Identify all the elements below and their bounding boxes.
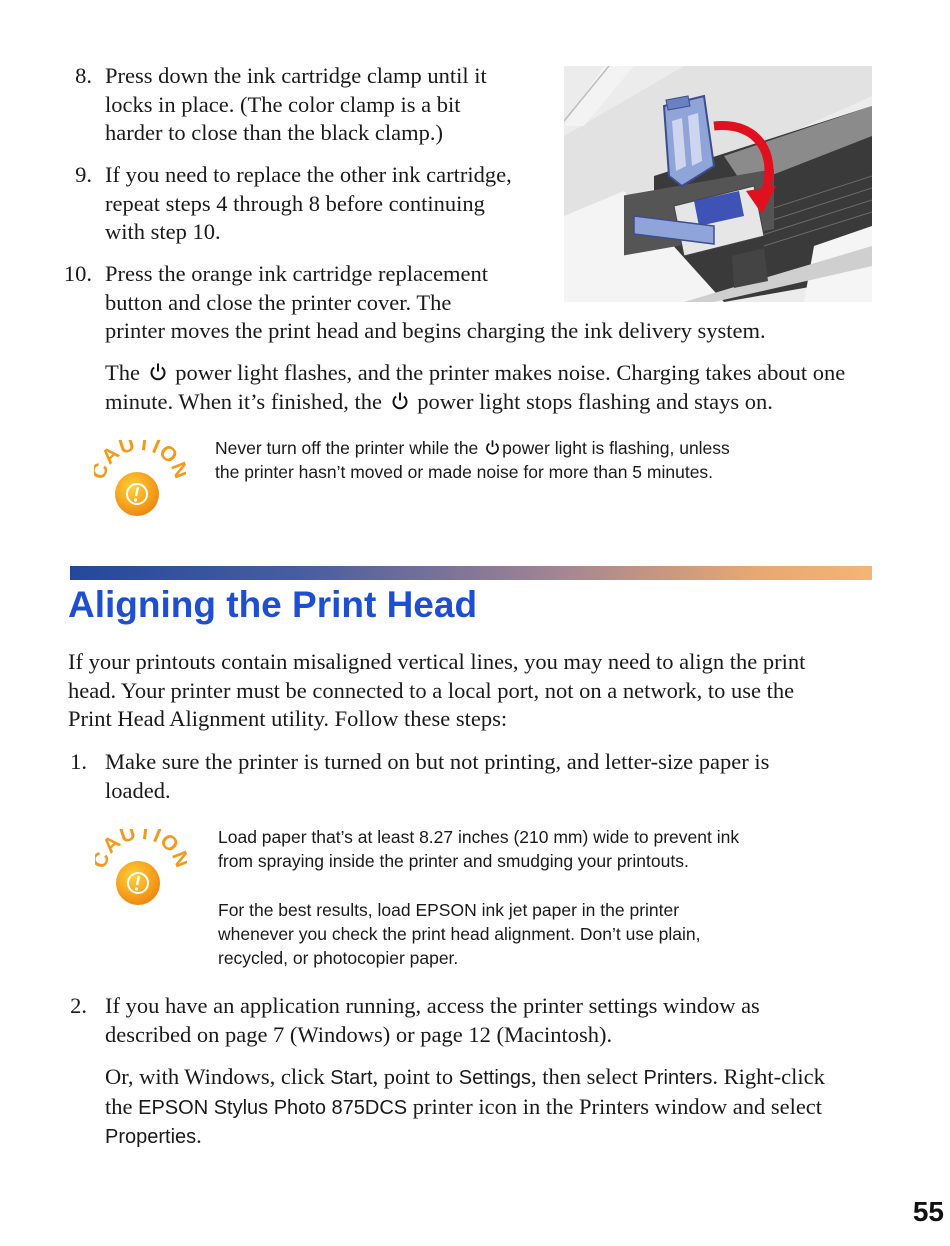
ui-term-printer-name: EPSON Stylus Photo 875DCS bbox=[138, 1096, 408, 1119]
ink-cartridge-clamp-illustration bbox=[564, 66, 872, 302]
page-number: 55 bbox=[912, 1196, 944, 1227]
text-line: locks in place. (The color clamp is a bit bbox=[105, 91, 461, 117]
section-heading: Aligning the Print Head bbox=[68, 584, 478, 625]
windows-instructions bbox=[105, 1063, 885, 1152]
step-number: 10. bbox=[63, 261, 92, 286]
text-line: If your printouts contain misaligned vertical lines, you may need to align the print bbox=[68, 649, 806, 674]
text-line: printer moves the print head and begins charging the ink delivery system. bbox=[105, 318, 766, 343]
power-icon bbox=[390, 391, 410, 411]
text-line bbox=[215, 436, 730, 460]
text-line bbox=[105, 388, 885, 417]
text-span: power light flashes, and the printer makes noise. Charging takes about one bbox=[175, 360, 846, 385]
text-line: loaded. bbox=[105, 777, 171, 803]
text-line: repeat steps 4 through 8 before continuing bbox=[105, 190, 485, 216]
ui-term-printers: Printers bbox=[643, 1067, 713, 1089]
text-span: printer icon in the Printers window and select bbox=[407, 1093, 823, 1119]
text-line: the printer hasn’t moved or made noise for more than 5 minutes. bbox=[215, 462, 714, 482]
caution-icon bbox=[95, 829, 187, 909]
text-line: harder to close than the black clamp.) bbox=[105, 120, 443, 145]
text-span: . bbox=[196, 1123, 202, 1148]
text-span: The bbox=[105, 360, 140, 385]
text-line bbox=[105, 1122, 885, 1152]
text-span: . Right-click bbox=[712, 1064, 825, 1089]
step-number: 8. bbox=[75, 63, 92, 88]
text-span: , point to bbox=[372, 1064, 459, 1089]
text-span: minute. When it’s finished, the bbox=[105, 388, 383, 414]
caution-icon bbox=[94, 440, 186, 520]
text-line bbox=[105, 1093, 885, 1123]
step-number: 1. bbox=[70, 749, 87, 774]
power-icon bbox=[484, 439, 501, 456]
ui-term-settings: Settings bbox=[458, 1067, 532, 1089]
text-line: with step 10. bbox=[105, 219, 221, 244]
text-span: power light is flashing, unless bbox=[502, 438, 730, 458]
ui-term-start: Start bbox=[330, 1067, 373, 1089]
section-divider-bar bbox=[70, 566, 872, 580]
text-line: If you have an application running, access the printer settings window as bbox=[105, 993, 760, 1018]
text-span: Never turn off the printer while the bbox=[215, 438, 479, 458]
text-line: Press down the ink cartridge clamp until it bbox=[105, 63, 487, 88]
text-line bbox=[105, 1063, 885, 1093]
text-line: For the best results, load EPSON ink jet paper in the printer bbox=[218, 900, 680, 920]
intro-paragraph bbox=[68, 648, 805, 734]
caution-label: AUTIO bbox=[98, 829, 184, 858]
power-icon bbox=[148, 362, 168, 382]
text-line bbox=[105, 359, 885, 388]
caution-note-2 bbox=[218, 825, 739, 970]
ui-term-properties: Properties bbox=[105, 1126, 197, 1148]
text-line: Print Head Alignment utility. Follow these steps: bbox=[68, 706, 508, 731]
text-line: described on page 7 (Windows) or page 12 (Macintosh). bbox=[105, 1021, 613, 1047]
text-line: If you need to replace the other ink cartridge, bbox=[105, 162, 512, 187]
step-number: 2. bbox=[70, 993, 87, 1018]
text-line: recycled, or photocopier paper. bbox=[218, 948, 459, 968]
text-span: Or, with Windows, click bbox=[105, 1064, 331, 1089]
caution-note-1 bbox=[215, 436, 730, 484]
step-8-text bbox=[105, 62, 487, 148]
text-span: the bbox=[105, 1093, 139, 1119]
step-9-text bbox=[105, 161, 512, 247]
text-span: , then select bbox=[531, 1064, 644, 1089]
caution-label: AUTIO bbox=[97, 440, 183, 469]
text-line: whenever you check the print head alignment. Don’t use plain, bbox=[218, 924, 701, 944]
text-line: Press the orange ink cartridge replacement bbox=[105, 261, 488, 286]
text-line: Make sure the printer is turned on but not printing, and letter-size paper is bbox=[105, 749, 770, 774]
text-span: power light stops flashing and stays on. bbox=[417, 388, 773, 414]
text-line: button and close the printer cover. The bbox=[105, 289, 452, 315]
step-number: 9. bbox=[75, 162, 92, 187]
step-2-text bbox=[105, 992, 760, 1049]
text-line: from spraying inside the printer and smudging your printouts. bbox=[218, 851, 689, 871]
charging-paragraph bbox=[105, 359, 885, 416]
text-line: head. Your printer must be connected to a local port, not on a network, to use the bbox=[68, 677, 795, 703]
step-1-text bbox=[105, 748, 769, 805]
text-line: Load paper that’s at least 8.27 inches (210 mm) wide to prevent ink bbox=[218, 827, 740, 847]
